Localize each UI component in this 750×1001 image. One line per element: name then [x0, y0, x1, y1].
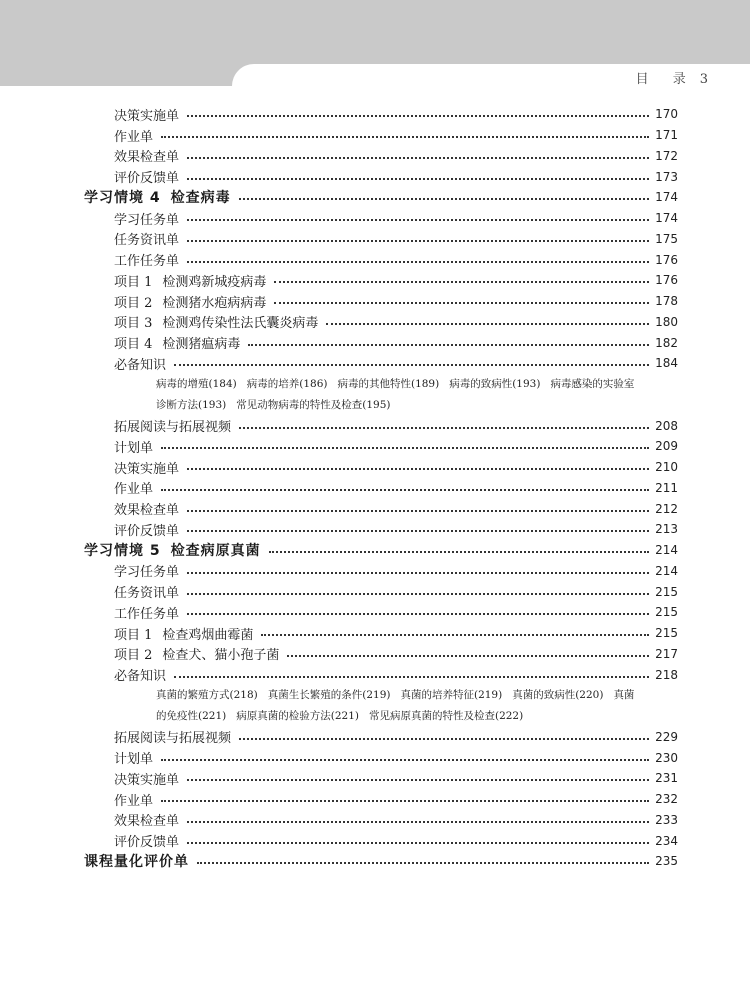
toc-entry-title: [114, 105, 179, 124]
toc-page-number: 174: [655, 211, 678, 226]
toc-section: [84, 851, 678, 872]
toc-entry-title: [84, 187, 231, 207]
toc-page-number: 178: [655, 294, 678, 309]
toc-entry: [84, 810, 678, 831]
dot-leader: [287, 655, 649, 657]
toc-entry: [84, 436, 678, 457]
toc-page-number: 215: [655, 626, 678, 641]
toc-entry: [84, 291, 678, 312]
toc-entry-prefix: 学习情境 5: [84, 543, 161, 560]
toc-subtopic: 病毒感染的实验室诊断方法(193): [156, 377, 635, 411]
header-page-number: 3: [699, 72, 708, 87]
dot-leader: [261, 634, 649, 636]
dot-leader: [187, 510, 649, 512]
toc-page-number: 233: [655, 812, 678, 827]
toc-subtopic: 常见动物病毒的特性及检查(195): [236, 398, 391, 411]
toc-entry-title: [114, 458, 179, 477]
toc-entry-title: [114, 146, 179, 165]
toc-entry-label: 检查病原真菌: [170, 543, 261, 560]
toc-page-number: 218: [655, 667, 678, 682]
toc-entry-label: 拓展阅读与拓展视频: [114, 420, 232, 436]
toc-page-number: 175: [655, 231, 678, 246]
toc-entry-title: [114, 209, 179, 228]
dot-leader: [187, 261, 649, 263]
toc-page-number: 173: [655, 169, 678, 184]
toc-entry-label: 决策实施单: [114, 108, 180, 124]
toc-entry: [84, 312, 678, 333]
toc-entry-label: 效果检查单: [114, 503, 180, 519]
toc-entry: [84, 602, 678, 623]
toc-entry-prefix: 项目 4: [114, 337, 153, 353]
toc-entry-label: 学习任务单: [114, 565, 180, 581]
toc-entry: [84, 332, 678, 353]
toc-entry-label: 作业单: [114, 129, 154, 145]
dot-leader: [187, 821, 649, 823]
toc-subtopic: 真菌生长繁殖的条件(219): [267, 689, 391, 701]
toc-entry-label: 计划单: [114, 752, 154, 768]
toc-entry-label: 检查犬、猫小孢子菌: [162, 648, 280, 664]
toc-entry-title: [114, 292, 266, 311]
dot-leader: [269, 551, 649, 553]
toc-entry-title: [114, 810, 179, 829]
toc-entry: [84, 789, 678, 810]
toc-subtopic: 病毒的其他特性(189): [337, 377, 440, 390]
toc-section: [84, 187, 678, 208]
toc-page-number: 229: [655, 729, 678, 744]
toc-entry-title: [114, 603, 179, 622]
toc-subtopics: [84, 685, 678, 727]
toc-entry-label: 作业单: [114, 482, 154, 498]
dot-leader: [161, 759, 649, 761]
dot-leader: [161, 800, 649, 802]
toc-entry-title: [114, 520, 179, 539]
toc-page-number: 209: [655, 439, 678, 454]
toc-page-number: 176: [655, 273, 678, 288]
dot-leader: [161, 489, 649, 491]
toc-page-number: 174: [655, 190, 678, 205]
dot-leader: [239, 198, 649, 200]
toc-entry: [84, 270, 678, 291]
toc-page-number: 172: [655, 148, 678, 163]
toc-entry-title: [114, 312, 318, 331]
toc-entry-title: [114, 624, 253, 643]
toc-entry: [84, 166, 678, 187]
toc-page-number: 215: [655, 584, 678, 599]
toc-entry-title: [114, 769, 179, 788]
toc-entry-label: 必备知识: [114, 357, 167, 373]
dot-leader: [187, 779, 649, 781]
toc-page-number: 214: [655, 563, 678, 578]
dot-leader: [161, 447, 649, 449]
toc-entry: [84, 249, 678, 270]
toc-entry: [84, 208, 678, 229]
toc-entry-title: [114, 167, 179, 186]
toc-page-number: 180: [655, 314, 678, 329]
toc-entry-label: 计划单: [114, 440, 154, 456]
toc-entry: [84, 498, 678, 519]
toc-entry-title: [114, 665, 166, 684]
toc-entry: [84, 104, 678, 125]
toc-page-number: 211: [655, 480, 678, 495]
toc-entry: [84, 623, 678, 644]
toc-entry-title: [114, 561, 179, 580]
toc-entry-title: [84, 540, 261, 560]
toc-entry-label: 效果检查单: [114, 814, 180, 830]
toc-entry-label: 检测鸡传染性法氏囊炎病毒: [162, 316, 319, 332]
toc-entry-label: 检查病毒: [170, 190, 231, 207]
toc-page-number: 214: [655, 543, 678, 558]
toc-entry-label: 学习任务单: [114, 212, 180, 228]
toc-page-number: 213: [655, 522, 678, 537]
dot-leader: [239, 738, 649, 740]
toc-entry: [84, 146, 678, 167]
toc-entry-title: [114, 644, 279, 663]
toc-entry-title: [114, 354, 166, 373]
toc-page-number: 212: [655, 501, 678, 516]
toc-entry-title: [114, 727, 231, 746]
toc-entry-prefix: 项目 1: [114, 627, 153, 643]
toc-entry-label: 课程量化评价单: [84, 854, 189, 871]
toc-entry: [84, 415, 678, 436]
toc-entry: [84, 768, 678, 789]
toc-entry-label: 检测鸡新城疫病毒: [162, 274, 267, 290]
toc-entry-prefix: 项目 3: [114, 316, 153, 332]
toc-entry-title: [84, 851, 189, 871]
toc-page-number: 182: [655, 335, 678, 350]
toc-page-number: 170: [655, 107, 678, 122]
toc-entry-label: 任务资讯单: [114, 586, 180, 602]
toc-subtopic: 真菌的致病性(220): [512, 689, 604, 701]
toc-entry-title: [114, 333, 240, 352]
toc-page-number: 215: [655, 605, 678, 620]
toc-entry-title: [114, 437, 153, 456]
toc-page-number: 231: [655, 771, 678, 786]
toc-entry: [84, 561, 678, 582]
table-of-contents: [84, 104, 678, 872]
toc-entry-title: [114, 499, 179, 518]
toc-page-number: 184: [655, 356, 678, 371]
header-title: 目 录: [635, 72, 696, 87]
toc-page-number: 217: [655, 646, 678, 661]
toc-entry-title: [114, 831, 179, 850]
dot-leader: [161, 136, 649, 138]
toc-entry: [84, 478, 678, 499]
dot-leader: [187, 572, 649, 574]
running-header: [636, 68, 708, 87]
toc-subtopic: 病毒的增殖(184): [156, 377, 237, 390]
dot-leader: [239, 427, 649, 429]
toc-entry: [84, 581, 678, 602]
dot-leader: [187, 115, 649, 117]
toc-entry-label: 作业单: [114, 793, 154, 809]
toc-entry-label: 检测猪瘟病毒: [162, 337, 241, 353]
toc-page-number: 176: [655, 252, 678, 267]
toc-page-number: 232: [655, 792, 678, 807]
toc-subtopic: 病毒的培养(186): [246, 377, 328, 390]
toc-subtopic: 病毒的致病性(193): [449, 377, 541, 390]
dot-leader: [197, 862, 649, 864]
toc-entry-label: 评价反馈单: [114, 523, 180, 539]
toc-entry-prefix: 学习情境 4: [84, 190, 161, 207]
dot-leader: [187, 219, 649, 221]
toc-entry: [84, 664, 678, 685]
toc-entry-prefix: 项目 2: [114, 648, 153, 664]
toc-entry: [84, 457, 678, 478]
toc-page-number: 171: [655, 128, 678, 143]
toc-entry-label: 决策实施单: [114, 461, 180, 477]
toc-subtopic: 病原真菌的检验方法(221): [236, 709, 359, 722]
dot-leader: [187, 240, 649, 242]
dot-leader: [248, 344, 649, 346]
dot-leader: [174, 364, 649, 366]
toc-entry-title: [114, 478, 153, 497]
toc-entry-label: 评价反馈单: [114, 171, 180, 187]
toc-entry-title: [114, 229, 179, 248]
toc-entry-label: 检测猪水疱病病毒: [162, 295, 267, 311]
toc-entry-title: [114, 748, 153, 767]
toc-subtopic: 常见病原真菌的特性及检查(222): [368, 709, 524, 722]
toc-entry-title: [114, 416, 231, 435]
toc-entry-label: 评价反馈单: [114, 835, 180, 851]
toc-entry-label: 检查鸡烟曲霉菌: [162, 627, 254, 643]
toc-entry-label: 效果检查单: [114, 150, 180, 166]
dot-leader: [187, 842, 649, 844]
dot-leader: [187, 178, 649, 180]
toc-entry-label: 决策实施单: [114, 772, 180, 788]
toc-subtopics: [84, 374, 678, 416]
dot-leader: [187, 157, 649, 159]
toc-entry: [84, 644, 678, 665]
toc-page-number: 208: [655, 418, 678, 433]
toc-entry-title: [114, 790, 153, 809]
dot-leader: [274, 281, 649, 283]
dot-leader: [274, 302, 649, 304]
toc-entry: [84, 519, 678, 540]
toc-page-number: 234: [655, 833, 678, 848]
toc-subtopic: 真菌的繁殖方式(218): [156, 689, 258, 701]
toc-section: [84, 540, 678, 561]
toc-entry: [84, 125, 678, 146]
toc-entry-prefix: 项目 1: [114, 274, 153, 290]
dot-leader: [187, 613, 649, 615]
toc-entry-title: [114, 582, 179, 601]
toc-entry-label: 必备知识: [114, 669, 167, 685]
toc-entry-label: 工作任务单: [114, 254, 180, 270]
toc-entry-title: [114, 250, 179, 269]
toc-entry: [84, 830, 678, 851]
toc-entry: [84, 229, 678, 250]
dot-leader: [187, 530, 649, 532]
toc-subtopic: 真菌的免疫性(221): [156, 689, 635, 722]
toc-entry-prefix: 项目 2: [114, 295, 153, 311]
toc-page-number: 235: [655, 854, 678, 869]
toc-entry-title: [114, 271, 266, 290]
dot-leader: [326, 323, 649, 325]
toc-entry-label: 任务资讯单: [114, 233, 180, 249]
toc-entry-title: [114, 126, 153, 145]
toc-entry: [84, 353, 678, 374]
toc-subtopic: 真菌的培养特征(219): [400, 689, 503, 701]
toc-entry: [84, 727, 678, 748]
toc-entry-label: 拓展阅读与拓展视频: [114, 731, 232, 747]
toc-entry-label: 工作任务单: [114, 606, 180, 622]
toc-page-number: 210: [655, 460, 678, 475]
dot-leader: [187, 468, 649, 470]
dot-leader: [187, 593, 649, 595]
toc-entry: [84, 747, 678, 768]
toc-page-number: 230: [655, 750, 678, 765]
dot-leader: [174, 676, 649, 678]
